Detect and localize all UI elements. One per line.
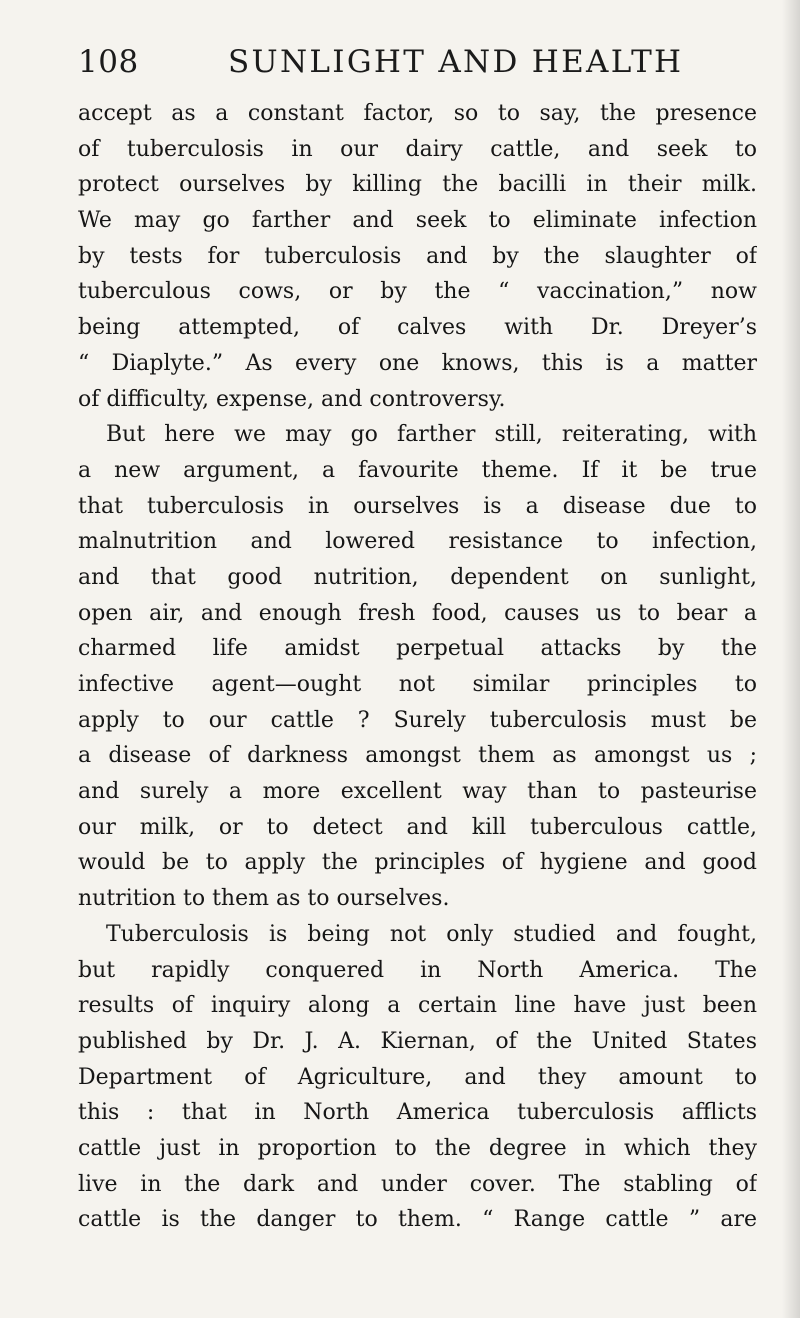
text-line: live in the dark and under cover. The stabling of	[78, 1171, 757, 1197]
text-line: cattle is the danger to them. “ Range cattle ” are	[78, 1207, 757, 1233]
text-line: by tests for tuberculosis and by the slaughter of	[78, 243, 757, 269]
text-line: malnutrition and lowered resistance to infection,	[78, 529, 757, 555]
text-line: charmed life amidst perpetual attacks by the	[78, 636, 757, 662]
text-line: But here we may go farther still, reiterating, with	[106, 422, 757, 448]
running-head	[78, 42, 758, 88]
text-line: results of inquiry along a certain line have just been	[78, 993, 757, 1019]
text-line: apply to our cattle ? Surely tuberculosis must be	[78, 707, 757, 733]
text-line: Tuberculosis is being not only studied and fought,	[106, 921, 757, 947]
body-text	[78, 96, 757, 1238]
text-line: cattle just in proportion to the degree in which they	[78, 1135, 757, 1161]
text-line: of tuberculosis in our dairy cattle, and seek to	[78, 136, 757, 162]
page-edge-shadow	[782, 0, 800, 1318]
text-line: but rapidly conquered in North America. The	[78, 957, 757, 983]
text-line: tuberculous cows, or by the “ vaccination,” now	[78, 279, 757, 305]
text-line: that tuberculosis in ourselves is a disease due to	[78, 493, 757, 519]
text-line: a disease of darkness amongst them as amongst us ;	[78, 743, 757, 769]
text-line: this : that in North America tuberculosis afflicts	[78, 1100, 757, 1126]
text-line: accept as a constant factor, so to say, the presence	[78, 101, 757, 126]
text-line: published by Dr. J. A. Kiernan, of the United States	[78, 1028, 757, 1054]
text-line: open air, and enough fresh food, causes us to bear a	[78, 600, 757, 626]
text-line: “ Diaplyte.” As every one knows, this is a matter	[78, 350, 757, 376]
text-line: would be to apply the principles of hygiene and good	[78, 850, 757, 876]
text-line: infective agent—ought not similar principles to	[78, 672, 757, 697]
text-line: being attempted, of calves with Dr. Dreyer’s	[78, 315, 757, 341]
page-number: 108	[78, 44, 139, 80]
running-title: SUNLIGHT AND HEALTH	[228, 44, 684, 80]
text-line: and surely a more excellent way than to pasteurise	[78, 779, 757, 805]
text-line: nutrition to them as to ourselves.	[78, 886, 450, 912]
text-line: Department of Agriculture, and they amount to	[78, 1064, 757, 1090]
text-line: our milk, or to detect and kill tuberculous cattle,	[78, 814, 757, 840]
text-line: a new argument, a favourite theme. If it be true	[78, 457, 757, 483]
text-line: protect ourselves by killing the bacilli in their milk.	[78, 172, 757, 198]
text-line: We may go farther and seek to eliminate infection	[78, 208, 757, 234]
text-line: of difficulty, expense, and controversy.	[78, 386, 506, 412]
text-line: and that good nutrition, dependent on sunlight,	[78, 564, 757, 590]
